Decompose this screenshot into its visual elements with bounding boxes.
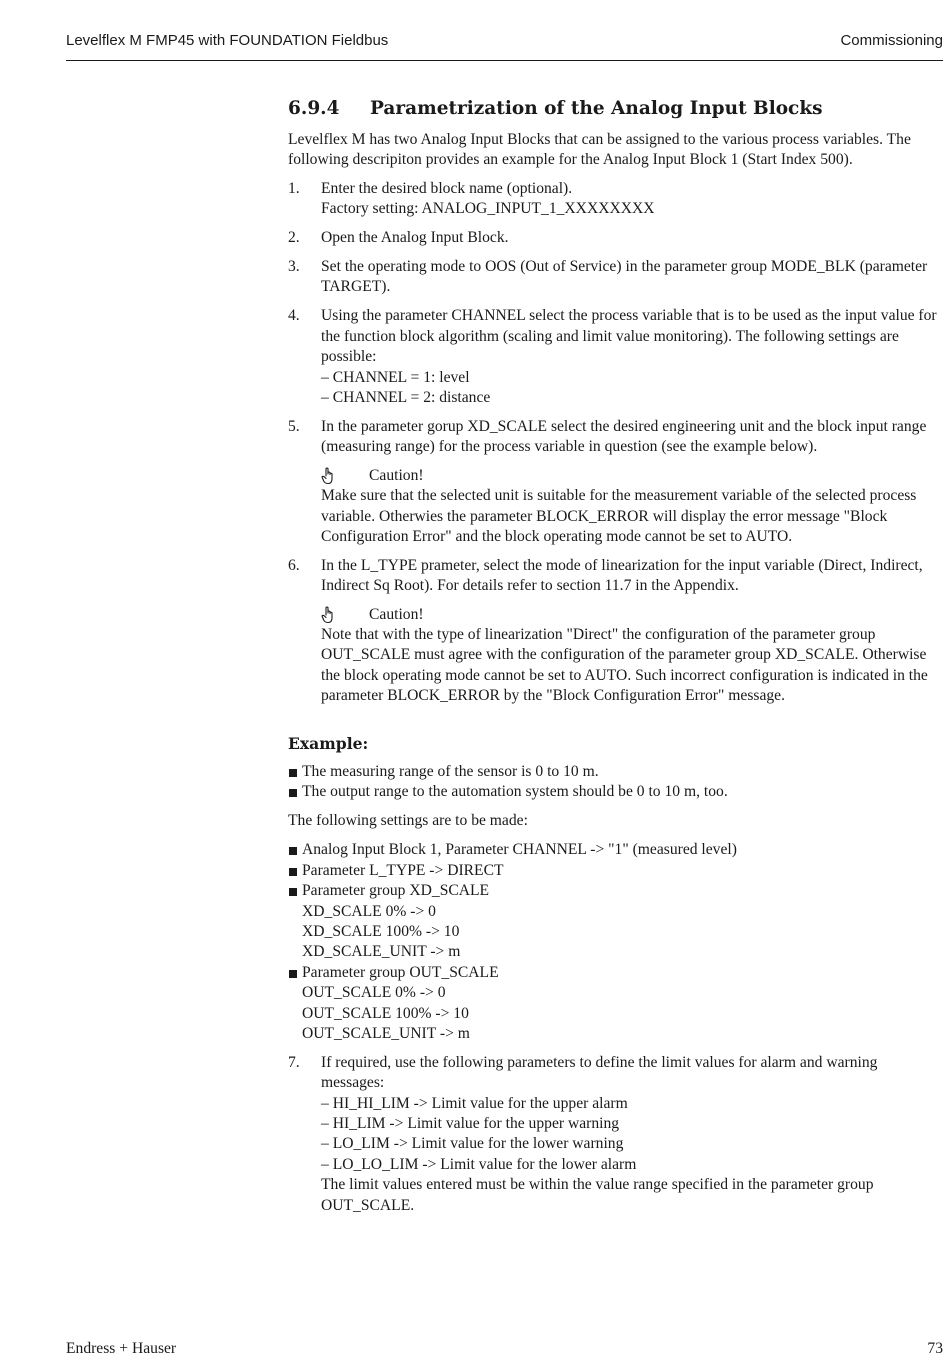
caution-heading bbox=[321, 466, 942, 486]
step-number: 3. bbox=[288, 258, 300, 276]
section-heading bbox=[288, 96, 942, 122]
step-7 bbox=[288, 1053, 942, 1216]
caution-label: Caution! bbox=[369, 466, 424, 484]
step-text: In the parameter gorup XD_SCALE select the desired engineering unit and the block input range (measuring range) for the process variable in question (see the example below). bbox=[321, 417, 927, 456]
square-bullet-icon bbox=[288, 861, 302, 881]
step-2 bbox=[288, 228, 942, 248]
out-scale-setting: OUT_SCALE 0% -> 0 bbox=[302, 984, 446, 1002]
list-item-text: Parameter group XD_SCALE bbox=[302, 882, 490, 900]
example-bullet-list bbox=[288, 762, 942, 803]
limit-upper-alarm: – HI_HI_LIM -> Limit value for the upper alarm bbox=[321, 1094, 628, 1112]
pointing-hand-icon bbox=[321, 467, 369, 485]
xd-scale-setting: XD_SCALE 100% -> 10 bbox=[302, 922, 460, 940]
limit-note: The limit values entered must be within the value range specified in the parameter group OUT_SCALE. bbox=[321, 1176, 874, 1214]
list-item-text: The measuring range of the sensor is 0 to 10 m. bbox=[302, 763, 599, 781]
step-text: Set the operating mode to OOS (Out of Service) in the parameter group MODE_BLK (parameter TARGET). bbox=[321, 258, 928, 296]
xd-scale-setting: XD_SCALE_UNIT -> m bbox=[302, 943, 461, 961]
footer-company: Endress + Hauser bbox=[66, 1340, 177, 1357]
square-bullet-icon bbox=[288, 840, 302, 860]
step-text: Open the Analog Input Block. bbox=[321, 229, 509, 247]
step-text: If required, use the following parameters to define the limit values for alarm and warning messages: bbox=[321, 1053, 878, 1092]
caution-text: Make sure that the selected unit is suitable for the measurement variable of the selected process variable. Otherwies the parameter BLOCK_ERROR will display the error message "Block Configuration Error" and the block operating mode cannot be set to AUTO. bbox=[321, 487, 917, 545]
header-chapter-title: Commissioning bbox=[840, 32, 943, 49]
list-item bbox=[288, 881, 942, 901]
limit-lower-warning: – LO_LIM -> Limit value for the lower warning bbox=[321, 1135, 624, 1153]
section-intro: Levelflex M has two Analog Input Blocks that can be assigned to the various process variables. The following descripiton provides an example for the Analog Input Block 1 (Start Index 500). bbox=[288, 131, 911, 169]
page-number: 73 bbox=[927, 1340, 943, 1357]
step-text: Using the parameter CHANNEL select the process variable that is to be used as the input value for the function block algorithm (scaling and limit value monitoring). The following settings are possible: bbox=[321, 307, 937, 366]
list-item-text: Parameter L_TYPE -> DIRECT bbox=[302, 861, 504, 879]
limit-upper-warning: – HI_LIM -> Limit value for the upper warning bbox=[321, 1115, 620, 1133]
list-item-text: Analog Input Block 1, Parameter CHANNEL -> "1" (measured level) bbox=[302, 841, 737, 859]
example-heading: Example: bbox=[288, 733, 369, 753]
caution-label: Caution! bbox=[369, 605, 424, 623]
settings-bullet-list bbox=[288, 840, 942, 1044]
section-title: Parametrization of the Analog Input Blocks bbox=[370, 98, 823, 119]
list-item bbox=[288, 861, 942, 881]
step-6 bbox=[288, 556, 942, 707]
square-bullet-icon bbox=[288, 762, 302, 782]
section-number: 6.9.4 bbox=[288, 98, 340, 119]
step-number: 7. bbox=[288, 1053, 300, 1071]
step-number: 4. bbox=[288, 307, 300, 325]
caution-heading bbox=[321, 605, 942, 625]
step-number: 6. bbox=[288, 556, 300, 574]
page-header bbox=[66, 30, 943, 61]
step-text: In the L_TYPE prameter, select the mode of linearization for the input variable (Direct, Indirect, Indirect Sq Root). For details refer to section 11.7 in the Appendix. bbox=[321, 556, 923, 595]
list-item bbox=[288, 963, 942, 983]
channel-option-distance: – CHANNEL = 2: distance bbox=[321, 388, 491, 406]
step-text: Enter the desired block name (optional). bbox=[321, 179, 573, 197]
list-item bbox=[288, 840, 942, 860]
pointing-hand-icon bbox=[321, 606, 369, 624]
list-item-text: Parameter group OUT_SCALE bbox=[302, 963, 499, 981]
step-5 bbox=[288, 417, 942, 547]
step-number: 1. bbox=[288, 179, 300, 197]
step-number: 5. bbox=[288, 417, 300, 435]
step-4 bbox=[288, 306, 942, 408]
step-3 bbox=[288, 257, 942, 298]
step-1 bbox=[288, 179, 942, 220]
header-document-title: Levelflex M FMP45 with FOUNDATION Fieldbus bbox=[66, 32, 389, 49]
page-content bbox=[288, 96, 942, 1225]
list-item-text: The output range to the automation system should be 0 to 10 m, too. bbox=[302, 783, 728, 801]
settings-intro: The following settings are to be made: bbox=[288, 812, 528, 830]
list-item bbox=[288, 762, 942, 782]
list-item bbox=[288, 782, 942, 802]
out-scale-setting: OUT_SCALE 100% -> 10 bbox=[302, 1004, 469, 1022]
square-bullet-icon bbox=[288, 881, 302, 901]
factory-setting: Factory setting: ANALOG_INPUT_1_XXXXXXXX bbox=[321, 200, 655, 218]
limit-lower-alarm: – LO_LO_LIM -> Limit value for the lower alarm bbox=[321, 1155, 637, 1173]
out-scale-setting: OUT_SCALE_UNIT -> m bbox=[302, 1024, 470, 1042]
caution-text: Note that with the type of linearization "Direct" the configuration of the parameter group OUT_SCALE must agree with the configuration of the parameter group XD_SCALE. Otherwise the block operating mode cannot be set to AUTO. Such incorrect configuration is indicated in the parameter BLOCK_ERROR by the "Block Configuration Error" message. bbox=[321, 626, 928, 705]
xd-scale-setting: XD_SCALE 0% -> 0 bbox=[302, 902, 436, 920]
channel-option-level: – CHANNEL = 1: level bbox=[321, 368, 470, 386]
step-number: 2. bbox=[288, 229, 300, 247]
square-bullet-icon bbox=[288, 782, 302, 802]
square-bullet-icon bbox=[288, 963, 302, 983]
